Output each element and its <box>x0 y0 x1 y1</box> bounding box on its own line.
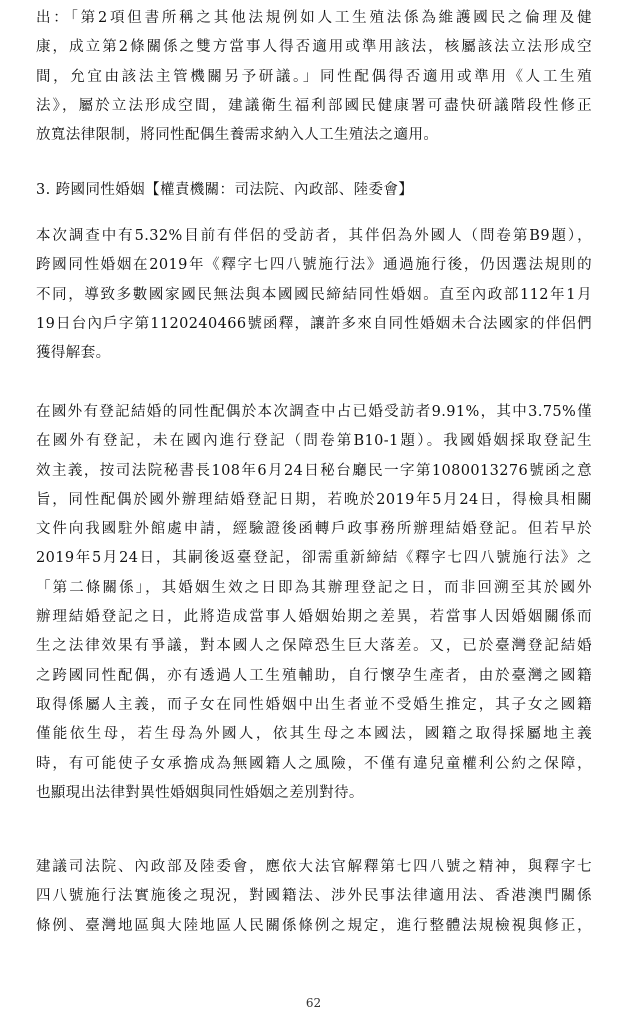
text-line: 四八號施行法實施後之現況，對國籍法、涉外民事法律適用法、香港澳門關係 <box>36 888 592 905</box>
text-line: 文件向我國駐外館處申請，經驗證後函轉戶政事務所辦理結婚登記。但若早於 <box>36 521 592 538</box>
section-heading: 3. 跨國同性婚姻【權責機關：司法院、內政部、陸委會】 <box>36 182 414 198</box>
text-line: 出：「第2項但書所稱之其他法規例如人工生殖法係為維護國民之倫理及健 <box>36 10 592 26</box>
paragraph-artificial-reproduction <box>36 4 592 150</box>
text-line: 跨國同性婚姻在2019年《釋字七四八號施行法》通過施行後，仍因選法規則的 <box>36 257 592 274</box>
text-line: 生之法律效果有爭議，對本國人之保障恐生巨大落差。又，已於臺灣登記結婚 <box>36 638 592 655</box>
text-line: 取得係屬人主義，而子女在同性婚姻中出生者並不受婚生推定，其子女之國籍 <box>36 696 592 713</box>
paragraph-recommendation <box>36 853 592 941</box>
paragraph-foreign-partners <box>36 222 592 368</box>
text-line: 獲得解套。 <box>36 345 111 362</box>
text-line: 之跨國同性配偶，亦有透過人工生殖輔助，自行懷孕生產者，由於臺灣之國籍 <box>36 667 592 684</box>
text-line: 也顯現出法律對異性婚姻與同性婚姻之差別對待。 <box>36 784 364 801</box>
text-line: 不同，導致多數國家國民無法與本國國民締結同性婚姻。直至內政部112年1月 <box>36 286 592 303</box>
text-line: 僅能依生母，若生母為外國人，依其生母之本國法，國籍之取得採屬地主義 <box>36 726 592 743</box>
text-line: 旨，同性配偶於國外辦理結婚登記日期，若晚於2019年5月24日，得檢具相關 <box>36 491 592 508</box>
page-number: 62 <box>305 996 322 1010</box>
text-line: 法》，屬於立法形成空間，建議衛生福利部國民健康署可盡快研議階段性修正 <box>36 97 592 114</box>
text-line: 本次調查中有5.32%目前有伴侶的受訪者，其伴侶為外國人（問卷第B9題）， <box>36 228 592 244</box>
text-line: 時，有可能使子女承擔成為無國籍人之風險，不僅有違兒童權利公約之保障， <box>36 755 592 772</box>
text-line: 建議司法院、內政部及陸委會，應依大法官解釋第七四八號之精神，與釋字七 <box>36 859 592 875</box>
text-line: 在國外有登記，未在國內進行登記（問卷第B10-1題）。我國婚姻採取登記生 <box>36 433 592 450</box>
text-line: 間，允宜由該法主管機關另予研議。」同性配偶得否適用或準用《人工生殖 <box>36 68 592 85</box>
text-line: 「第二條關係」，其婚姻生效之日即為其辦理登記之日，而非回溯至其於國外 <box>36 579 592 596</box>
text-line: 效主義，按司法院秘書長108年6月24日秘台廳民一字第1080013276號函之意 <box>36 462 592 479</box>
text-line: 2019年5月24日，其嗣後返臺登記，卻需重新締結《釋字七四八號施行法》之 <box>36 550 592 567</box>
text-line: 條例、臺灣地區與大陸地區人民關係條例之規定，進行整體法規檢視與修正， <box>36 917 592 934</box>
text-line: 辦理結婚登記之日，此將造成當事人婚姻始期之差異，若當事人因婚姻關係而 <box>36 609 592 626</box>
text-line: 19日台內戶字第1120240466號函釋，讓許多來自同性婚姻未合法國家的伴侶們 <box>36 315 592 332</box>
paragraph-overseas-registration <box>36 398 592 808</box>
text-line: 康，成立第2條關係之雙方當事人得否適用或準用該法，核屬該法立法形成空 <box>36 39 592 56</box>
text-line: 在國外有登記結婚的同性配偶於本次調查中占已婚受訪者9.91%，其中3.75%僅 <box>36 404 592 420</box>
text-line: 放寬法律限制，將同性配偶生養需求納入人工生殖法之適用。 <box>36 127 439 144</box>
